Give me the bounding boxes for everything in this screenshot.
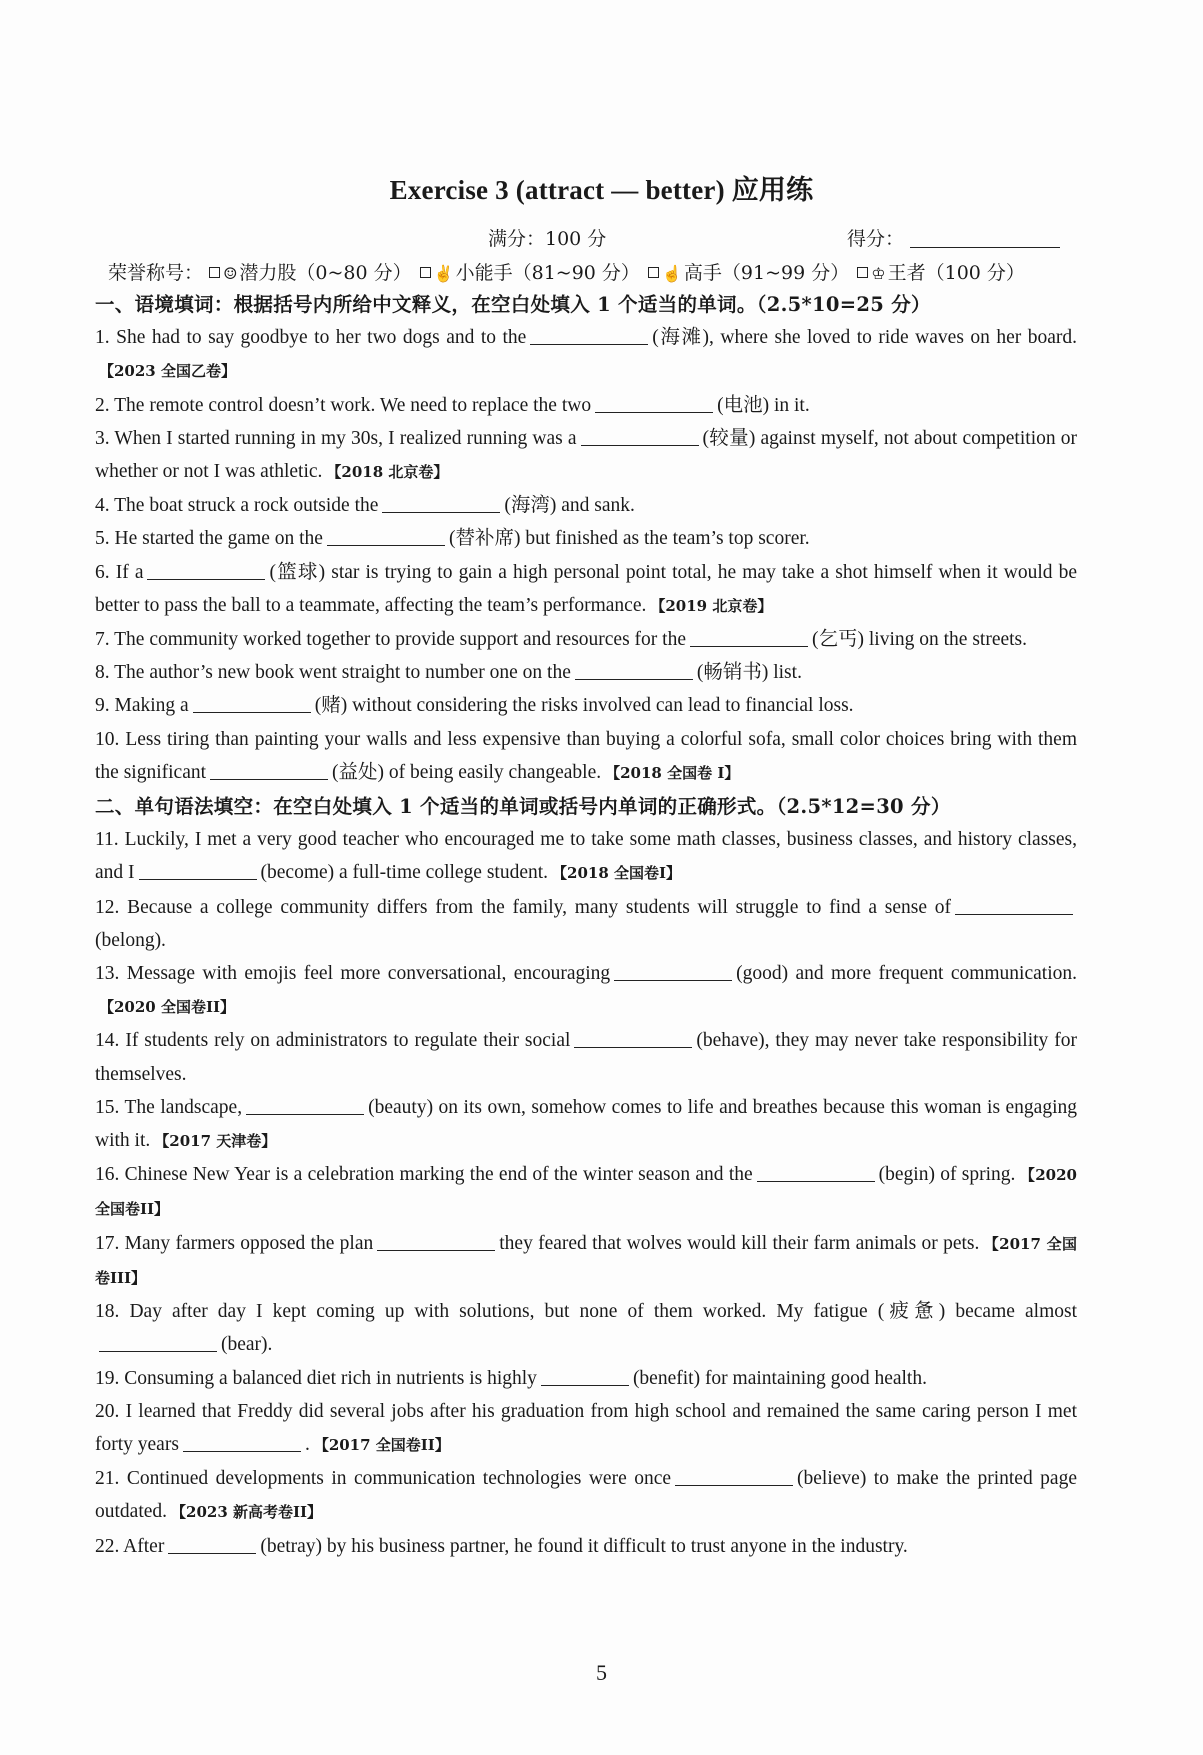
question-3: 3. When I started running in my 30s, I realized running was a (较量) against myself, not about competition or whether or not I was athletic. 【2018 北京卷】: [95, 427, 1077, 483]
checkbox-icon: [648, 267, 659, 278]
question-15: 15. The landscape, (beauty) on its own, somehow comes to life and breathes because this woman is engaging with it. 【2017 天津卷】: [95, 1096, 1078, 1152]
section-heading-2: 二、单句语法填空：在空白处填入 1 个适当的单词或括号内单词的正确形式。（2.5*12=30 分）: [95, 795, 951, 819]
question-1: 1. She had to say goodbye to her two dogs and to the (海滩), where she loved to ride waves on her board.【2023 全国乙卷】: [95, 327, 1077, 381]
answer-blank[interactable]: [541, 1366, 629, 1386]
question-7: 7. The community worked together to provide support and resources for the (乞丐) living on the streets.: [95, 629, 1028, 651]
answer-blank[interactable]: [246, 1095, 364, 1115]
answer-blank[interactable]: [955, 895, 1073, 915]
question-22: 22. After (betray) by his business partner, he found it difficult to trust anyone in the industry.: [95, 1535, 908, 1557]
answer-blank[interactable]: [757, 1162, 875, 1182]
answer-blank[interactable]: [581, 426, 699, 446]
answer-blank[interactable]: [614, 961, 732, 981]
source-tag: 【2017 全国卷II】: [313, 1435, 450, 1454]
score-label: 得分：: [847, 228, 905, 250]
question-11: 11. Luckily, I met a very good teacher who encouraged me to take some math classes, business classes, and history classes, and I (become) a full-time college student. 【2018 全国卷I】: [95, 829, 1077, 884]
question-17: 17. Many farmers opposed the plan they feared that wolves would kill their farm animals or pets. 【2017 全国卷III】: [95, 1232, 1077, 1287]
answer-blank[interactable]: [595, 393, 713, 413]
question-12: 12. Because a college community differs from the family, many students will struggle to find a sense of(belong).: [95, 891, 1077, 957]
score-row: [95, 224, 1085, 254]
answer-blank[interactable]: [382, 493, 500, 513]
question-9: 9. Making a (赌) without considering the risks involved can lead to financial loss.: [95, 695, 854, 717]
honor-tier-potential: ☺ 潜力股（0~80 分）: [209, 262, 412, 284]
question-20: 20. I learned that Freddy did several jobs after his graduation from high school and remained the same caring person I met forty years . 【2017 全国卷II】: [95, 1400, 1077, 1455]
question-14: 14. If students rely on administrators to regulate their social (behave), they may never take responsibility for themselves.: [95, 1030, 1077, 1085]
crown-icon: ♔: [871, 264, 886, 283]
source-tag: 【2017 天津卷】: [154, 1132, 277, 1151]
exercise-body: [95, 288, 1077, 1563]
honor-tier-capable: ✌ 小能手（81~90 分）: [420, 262, 640, 284]
honor-label: 荣誉称号：: [108, 262, 204, 284]
question-13: 13. Message with emojis feel more conversational, encouraging (good) and more frequent communication.【2020 全国卷II】: [95, 963, 1077, 1017]
thumb-icon: ☝: [661, 264, 682, 283]
answer-blank[interactable]: [327, 526, 445, 546]
answer-blank[interactable]: [139, 860, 257, 880]
checkbox-icon: [209, 267, 220, 278]
full-score-label: 满分：100 分: [488, 228, 607, 250]
answer-blank[interactable]: [99, 1332, 217, 1352]
honor-titles: [108, 258, 1027, 285]
answer-blank[interactable]: [690, 627, 808, 647]
source-tag: 【2020 全国卷II】: [95, 1166, 1077, 1219]
question-16: 16. Chinese New Year is a celebration marking the end of the winter season and the (begin) of spring. 【2020 全国卷II】: [95, 1164, 1077, 1219]
hand-icon: ✌: [433, 264, 454, 283]
checkbox-icon: [420, 267, 431, 278]
question-5: 5. He started the game on the (替补席) but finished as the team’s top scorer.: [95, 528, 810, 550]
answer-blank[interactable]: [675, 1466, 793, 1486]
answer-blank[interactable]: [575, 660, 693, 680]
answer-blank[interactable]: [574, 1028, 692, 1048]
checkbox-icon: [857, 267, 868, 278]
answer-blank[interactable]: [210, 760, 328, 780]
question-10: 10. Less tiring than painting your walls and less expensive than buying a colorful sofa, small color choices bring with them the significant (益处) of being easily changeable. 【2018 全国卷 I】: [95, 728, 1077, 783]
source-tag: 【2019 北京卷】: [650, 596, 773, 615]
answer-blank[interactable]: [168, 1534, 256, 1554]
score-field: [847, 224, 1060, 251]
source-tag: 【2017 全国卷III】: [95, 1234, 1077, 1287]
score-blank: [910, 229, 1060, 248]
answer-blank[interactable]: [183, 1432, 301, 1452]
question-19: 19. Consuming a balanced diet rich in nutrients is highly (benefit) for maintaining good health.: [95, 1367, 927, 1389]
section-heading-1: 一、语境填词：根据括号内所给中文释义，在空白处填入 1 个适当的单词。（2.5*10=25 分）: [95, 293, 931, 316]
question-21: 21. Continued developments in communication technologies were once (believe) to make the printed page outdated. 【2023 新高考卷II】: [95, 1468, 1077, 1523]
page-number: 5: [596, 1660, 607, 1685]
answer-blank[interactable]: [193, 693, 311, 713]
source-tag: 【2018 全国卷I】: [552, 864, 682, 883]
source-tag: 【2023 全国乙卷】: [99, 362, 236, 381]
source-tag: 【2023 新高考卷II】: [171, 1503, 323, 1522]
honor-tier-expert: ☝ 高手（91~99 分）: [648, 262, 849, 284]
page-title: Exercise 3 (attract — better) 应用练: [389, 175, 814, 205]
source-tag: 【2018 北京卷】: [326, 463, 449, 482]
smile-icon: ☺: [223, 264, 238, 283]
source-tag: 【2018 全国卷 I】: [605, 763, 740, 782]
question-6: 6. If a (篮球) star is trying to gain a high personal point total, he may take a shot himself when it would be better to pass the ball to a teammate, affecting the team’s performance. 【2019 北京卷】: [95, 561, 1077, 616]
answer-blank[interactable]: [377, 1231, 495, 1251]
question-18: 18. Day after day I kept coming up with solutions, but none of them worked. My fatigue (疲惫) became almost(bear).: [95, 1301, 1077, 1356]
answer-blank[interactable]: [147, 560, 265, 580]
question-8: 8. The author’s new book went straight to number one on the (畅销书) list.: [95, 662, 802, 684]
honor-tier-king: ♔ 王者（100 分）: [857, 262, 1025, 284]
question-4: 4. The boat struck a rock outside the (海湾) and sank.: [95, 495, 635, 517]
source-tag: 【2020 全国卷II】: [99, 998, 236, 1017]
question-2: 2. The remote control doesn’t work. We need to replace the two (电池) in it.: [95, 394, 810, 416]
answer-blank[interactable]: [530, 325, 648, 345]
